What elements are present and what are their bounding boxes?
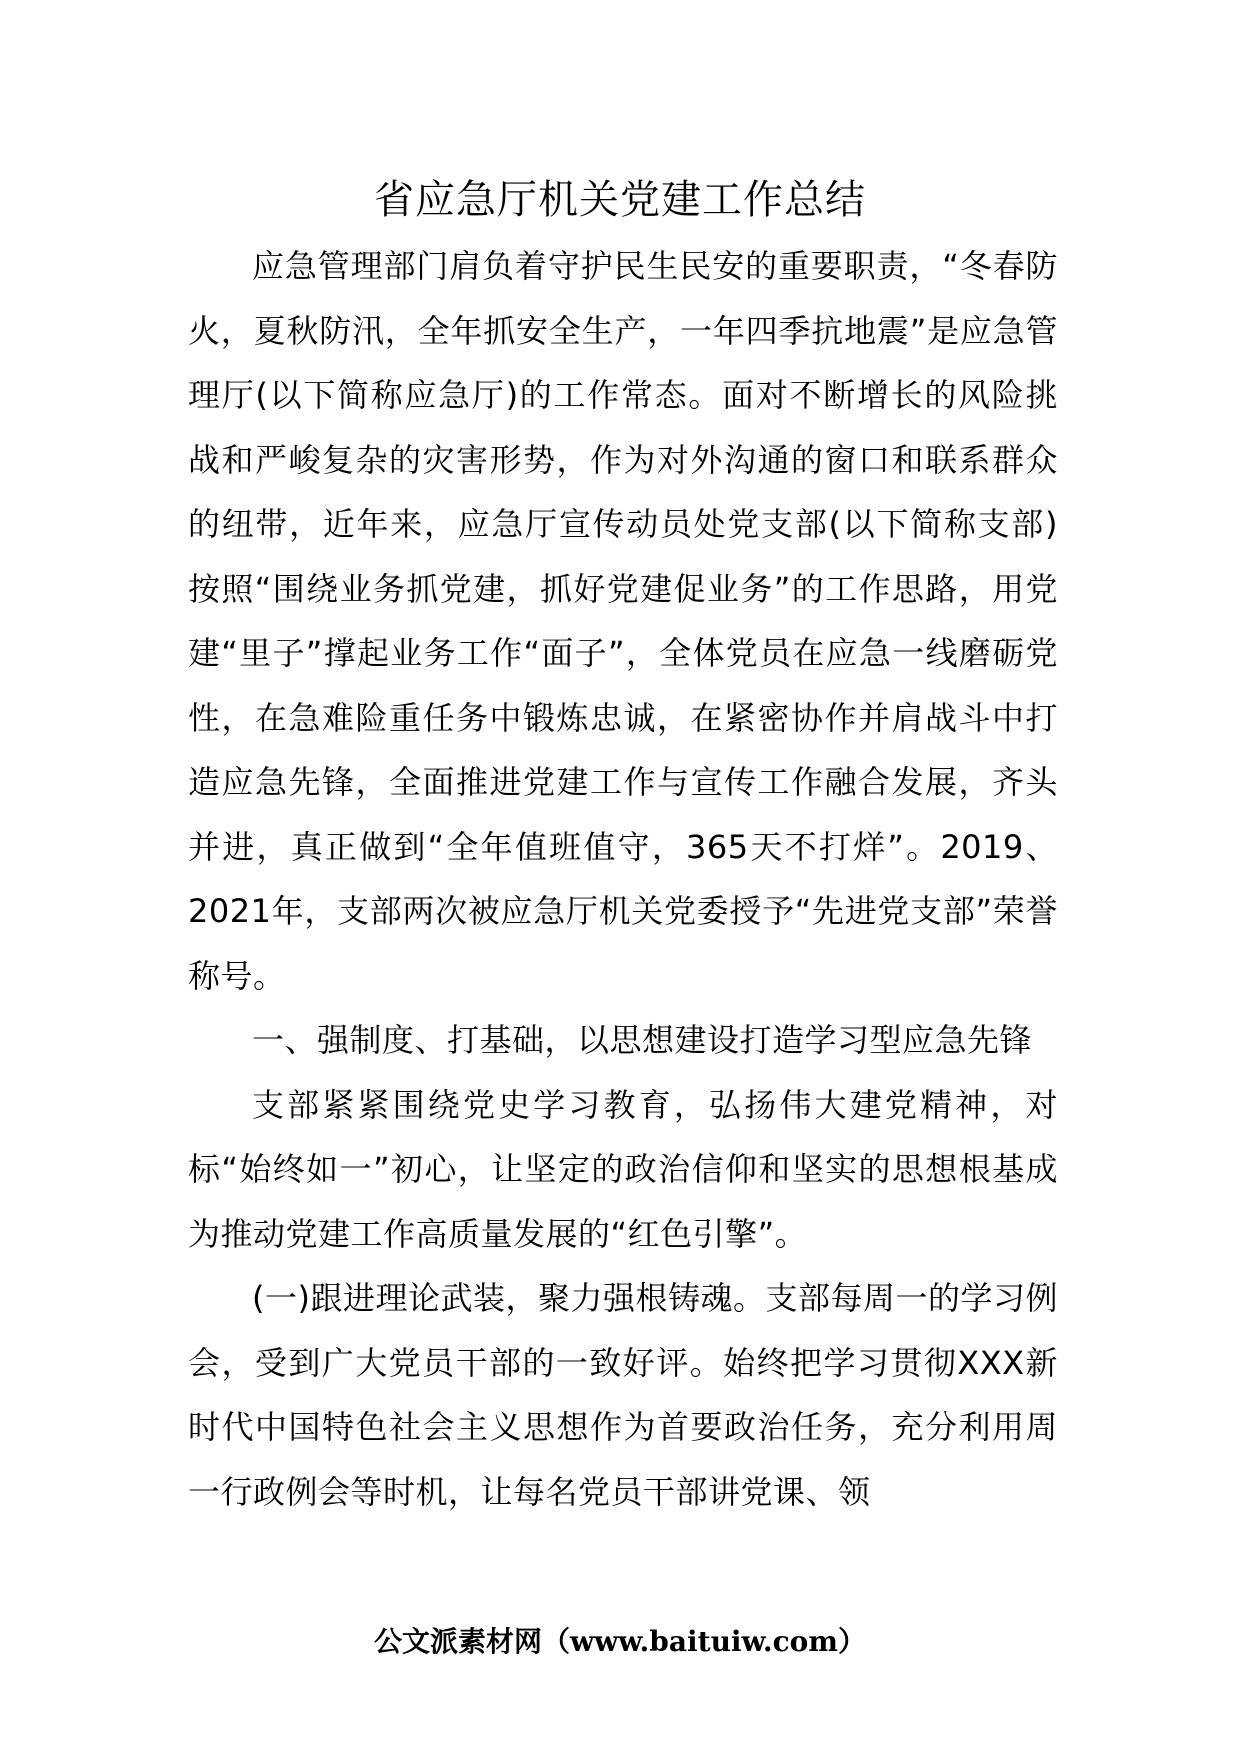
footer-watermark: 公文派素材网（www.baituiw.com） — [374, 1625, 866, 1658]
document-body — [188, 234, 1058, 1524]
document-title: 省应急厅机关党建工作总结 — [374, 177, 866, 223]
intro-paragraph: 应急管理部门肩负着守护民生民安的重要职责，“冬春防火，夏秋防汛，全年抓安全生产，一年四季抗地震”是应急管理厅(以下简称应急厅)的工作常态。面对不断增长的风险挑战和严峻复杂的灾害形势，作为对外沟通的窗口和联系群众的纽带，近年来，应急厅宣传动员处党支部(以下简称支部)按照“围绕业务抓党建，抓好党建促业务”的工作思路，用党建“里子”撑起业务工作“面子”，全体党员在应急一线磨砺党性，在急难险重任务中锻炼忠诚，在紧密协作并肩战斗中打造应急先锋，全面推进党建工作与宣传工作融合发展，齐头并进，真正做到“全年值班值守，365天不打烊”。2019、2021年，支部两次被应急厅机关党委授予“先进党支部”荣誉称号。 — [188, 247, 1058, 995]
section-1-intro-paragraph: 支部紧紧围绕党史学习教育，弘扬伟大建党精神，对标“始终如一”初心，让坚定的政治信仰和坚实的思想根基成为推动党建工作高质量发展的“红色引擎”。 — [188, 1085, 1058, 1253]
section-1-item-1-paragraph: (一)跟进理论武装，聚力强根铸魂。支部每周一的学习例会，受到广大党员干部的一致好评。始终把学习贯彻XXX新时代中国特色社会主义思想作为首要政治任务，充分利用周一行政例会等时机，让每名党员干部讲党课、领 — [188, 1279, 1058, 1511]
section-1-heading: 一、强制度、打基础，以思想建设打造学习型应急先锋 — [252, 1021, 1033, 1059]
